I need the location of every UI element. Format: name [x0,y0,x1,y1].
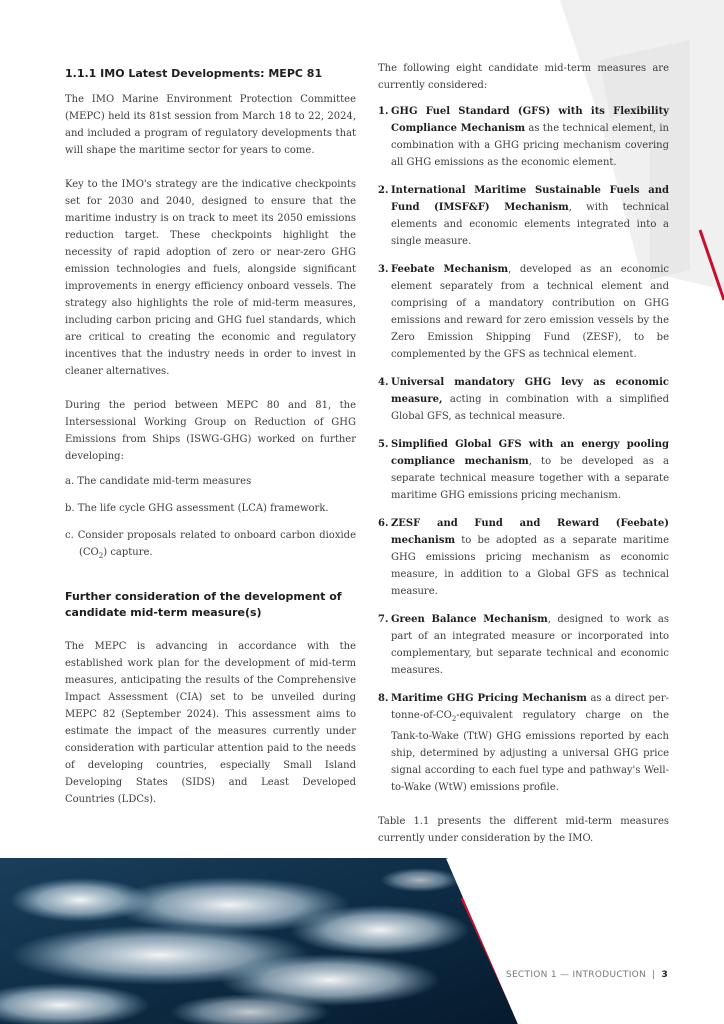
measure-item: 1. GHG Fuel Standard (GFS) with its Flexibility Compliance Mechanism as the technical element, in combination with a GHG pricing mechanism covering all GHG emissions as the economic element. [378,106,669,168]
measure-item: 5. Simplified Global GFS with an energy pooling compliance mechanism, to be developed as a separate technical measure together with a separate maritime GHG emissions pricing mechanism. [378,439,669,501]
closing-paragraph: Table 1.1 presents the different mid-term measures currently under consideration by the IMO. [378,816,669,844]
right-column [378,60,669,847]
developing-list [65,473,356,565]
measures-list [378,103,669,796]
paragraph-iswg: During the period between MEPC 80 and 81, the Intersessional Working Group on Reduction of GHG Emissions from Ships (ISWG-GHG) worked on further developing: [65,400,356,462]
page-footer: SECTION 1 — INTRODUCTION | 3 [505,970,668,980]
measure-item: 3. Feebate Mechanism, developed as an economic element separately from a technical element and comprising of a mandatory contribution on GHG emissions and reward for zero emission vessels by the Zero Emission Shipping Fund (ZESF), to be complemented by the GFS as technical element. [378,264,670,360]
page-number: 3 [661,970,668,980]
measure-item: 4. Universal mandatory GHG levy as economic measure, acting in combination with a simplified Global GFS, as technical measure. [378,377,669,422]
section-heading: 1.1.1 IMO Latest Developments: MEPC 81 [65,67,323,80]
paragraph-mid-term: The MEPC is advancing in accordance with the established work plan for the development of mid-term measures, anticipating the results of the Comprehensive Impact Assessment (CIA) set to be unveiled during MEPC 82 (September 2024). This assessment aims to estimate the impact of the measures currently under consideration with particular attention paid to the needs of developing countries, especially Small Island Developing States (SIDS) and Least Developed Countries (LDCs). [65,641,356,805]
measure-item: 2. International Maritime Sustainable Fuels and Fund (IMSF&F) Mechanism, with technical elements and economic elements integrated into a single measure. [378,185,669,247]
subsection-heading: Further consideration of the development of candidate mid-term measure(s) [65,590,342,619]
footer-section-label: SECTION 1 — INTRODUCTION [505,970,647,980]
ocean-photo [0,858,520,1024]
list-item: a. The candidate mid-term measures [65,476,252,487]
measure-item: 7. Green Balance Mechanism, designed to work as part of an integrated measure or incorporated into complementary, but separate technical and economic measures. [378,614,669,676]
left-column [65,60,356,808]
paragraph-mepc81: The IMO Marine Environment Protection Committee (MEPC) held its 81st session from March 18 to 22, 2024, and included a program of regulatory developments that will shape the maritime sector for years to come. [65,94,356,156]
list-item: b. The life cycle GHG assessment (LCA) framework. [65,503,329,514]
paragraph-strategy: Key to the IMO's strategy are the indicative checkpoints set for 2030 and 2040, designed to ensure that the maritime industry is on track to meet its 2050 emissions reduction target. These checkpoints highlight the necessity of rapid adoption of zero or near-zero GHG emission technologies and fuels, alongside significant improvements in energy efficiency onboard vessels. The strategy also highlights the role of mid-term measures, including carbon pricing and GHG fuel standards, which are critical to creating the economic and regulatory incentives that the industry needs in order to invest in cleaner alternatives. [65,179,356,377]
measure-item: 8. Maritime GHG Pricing Mechanism as a direct per-$tonne-of-CO_2$-equivalent regulatory charge on the Tank-to-Wake (TtW) GHG emissions reported by each ship, determined by adjusting a universal GHG price signal according to each fuel type and pathway's Well-to-Wake (WtW) emissions profile. [378,693,669,793]
measures-intro: The following eight candidate mid-term measures are currently considered: [378,63,669,91]
measure-item: 6. ZESF and Fund and Reward (Feebate) mechanism to be adopted as a separate maritime GHG emissions pricing mechanism as economic measure, in addition to a Global GFS as technical measure. [378,518,669,597]
list-item: c. Consider proposals related to onboard carbon dioxide $(CO_2)$ capture. [65,530,356,560]
